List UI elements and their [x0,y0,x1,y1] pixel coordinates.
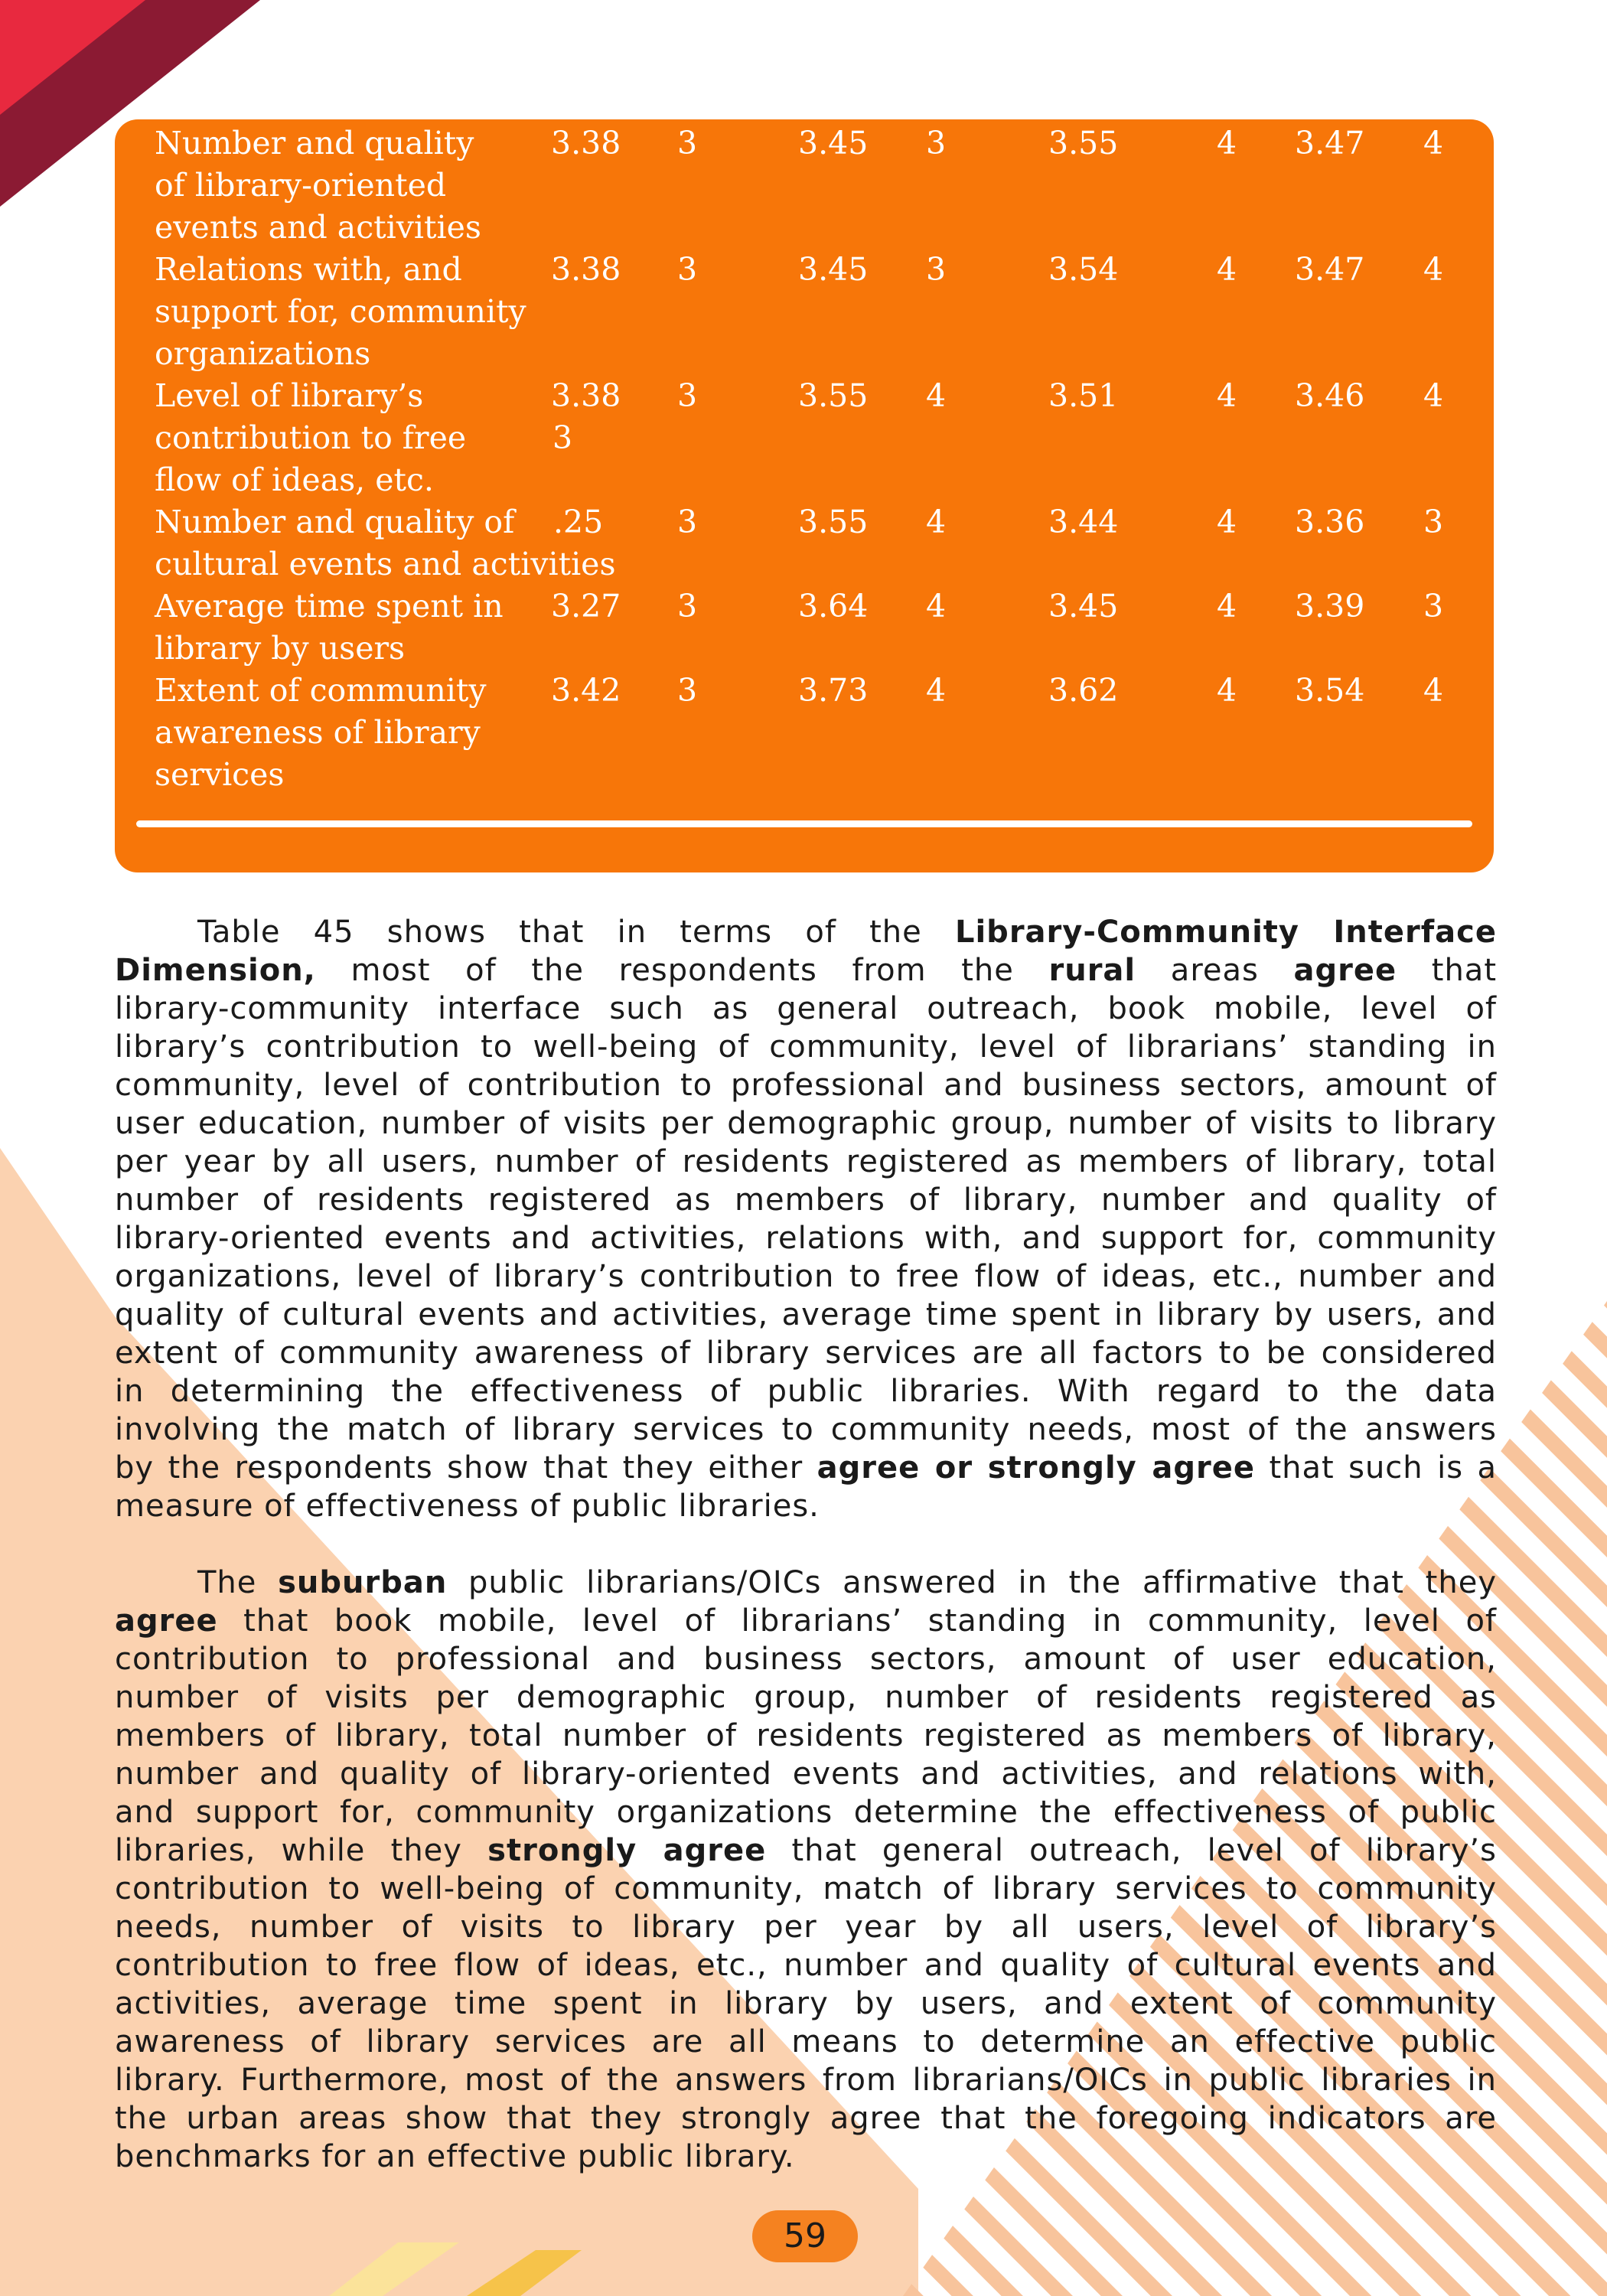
text-line: measure of effectiveness of public libraries. [115,1489,820,1524]
text-line: number of visits per demographic group, number of residents registered as [115,1680,1497,1715]
table-cell: 3 [677,588,698,625]
table-cell-extra: 3 [553,419,573,456]
label-line: services [155,756,285,793]
label-line: awareness of library [155,714,481,751]
table-bottom-rule [136,820,1472,827]
table-cell: 3 [677,504,698,540]
table-cell: 3.73 [798,672,869,709]
text-line: library-oriented events and activities, relations with, and support for, community [115,1221,1497,1256]
text-line: in determining the effectiveness of public libraries. With regard to the data [115,1374,1497,1409]
text-line: and support for, community organizations determine the effectiveness of public [115,1795,1497,1830]
label-line: Relations with, and [155,251,462,288]
label-line: Level of library’s [155,377,424,414]
text-line: library-community interface such as general outreach, book mobile, level of [115,991,1497,1026]
table-cell: 3.42 [551,672,621,709]
text-line: members of library, total number of residents registered as members of library, [115,1718,1497,1753]
table-cell: 3 [677,672,698,709]
text-line: library’s contribution to well-being of community, level of librarians’ standing in [115,1029,1497,1065]
table-cell: 3.62 [1048,672,1119,709]
text-line: contribution to professional and business sectors, amount of user education, [115,1642,1497,1677]
table-cell: 3.45 [798,125,869,161]
label-line: Number and quality of [155,504,515,540]
text-line: contribution to well-being of community, match of library services to community [115,1871,1497,1906]
label-line: events and activities [155,209,481,246]
table-cell: 3.47 [1295,125,1365,161]
label-line: cultural events and activities [155,546,616,582]
table-cell: 3 [677,125,698,161]
table-cell: 3 [677,377,698,414]
table-cell: 4 [926,588,947,625]
table-cell: 3.55 [798,504,869,540]
table-cell: 3.55 [1048,125,1119,161]
page-number: 59 [752,2210,858,2262]
table-cell: 3.44 [1048,504,1119,540]
label-line: Number and quality [155,125,474,161]
table-cell: 4 [1217,588,1237,625]
row-label [155,670,537,796]
table-cell: 3.47 [1295,251,1365,288]
text-line: The suburban public librarians/OICs answered in the affirmative that they [197,1565,1497,1600]
table-cell: 4 [1423,251,1444,288]
table-cell: 4 [926,672,947,709]
table-cell: 3.38 [551,251,621,288]
table-cell: 3.46 [1295,377,1365,414]
table-cell: 3.39 [1295,588,1365,625]
label-line: contribution to free [155,419,467,456]
table-cell: 3 [1423,588,1444,625]
label-line: support for, community [155,293,526,330]
table-cell: .25 [553,504,604,540]
text-line: community, level of contribution to professional and business sectors, amount of [115,1068,1497,1103]
bold-text: strongly agree [487,1833,767,1868]
text-line: libraries, while they strongly agree that general outreach, level of library’s [115,1833,1497,1868]
text-line: agree that book mobile, level of librarians’ standing in community, level of [115,1603,1497,1639]
label-line: library by users [155,630,406,667]
table-cell: 4 [1423,125,1444,161]
table-cell: 3.64 [798,588,869,625]
label-line: Average time spent in [155,588,504,625]
table-cell: 4 [1217,504,1237,540]
text-line: Table 45 shows that in terms of the Library-Community Interface [197,915,1497,950]
table-cell: 3.45 [798,251,869,288]
table-cell: 4 [926,377,947,414]
table-cell: 4 [1217,377,1237,414]
row-label [155,249,537,375]
label-line: organizations [155,335,371,372]
text-line: contribution to free flow of ideas, etc., number and quality of cultural events and [115,1948,1497,1983]
bold-text: Library-Community Interface [954,915,1497,950]
text-line: library. Furthermore, most of the answers from librarians/OICs in public libraries in [115,2063,1497,2098]
bold-text: agree [115,1603,218,1639]
row-label [155,585,537,670]
table-cell: 3 [677,251,698,288]
table-cell: 3.54 [1048,251,1119,288]
bold-text: agree [1293,953,1397,988]
table-card [115,119,1494,872]
table-cell: 3.36 [1295,504,1365,540]
table-cell: 4 [926,504,947,540]
table-cell: 4 [1217,125,1237,161]
bold-text: agree or strongly agree [817,1450,1256,1486]
table-cell: 4 [1423,672,1444,709]
text-line: the urban areas show that they strongly agree that the foregoing indicators are [115,2101,1497,2136]
table-cell: 3 [1423,504,1444,540]
text-line: benchmarks for an effective public library. [115,2139,795,2174]
paragraph-suburban-urban [115,1564,1497,2176]
text-line: extent of community awareness of library services are all factors to be considered [115,1336,1497,1371]
label-line: Extent of community [155,672,487,709]
text-line: needs, number of visits to library per year by all users, level of library’s [115,1910,1497,1945]
row-label [155,122,537,249]
text-line: number of residents registered as members of library, number and quality of [115,1182,1497,1218]
table-cell: 3.27 [551,588,621,625]
text-line: quality of cultural events and activities, average time spent in library by users, and [115,1297,1497,1332]
bold-text: rural [1048,953,1136,988]
text-line: awareness of library services are all means to determine an effective public [115,2024,1497,2060]
table-cell: 3.38 [551,125,621,161]
text-line: organizations, level of library’s contribution to free flow of ideas, etc., number and [115,1259,1497,1294]
label-line: flow of ideas, etc. [155,461,434,498]
table-cell: 4 [1217,251,1237,288]
table-cell: 3.45 [1048,588,1119,625]
label-line: of library-oriented [155,167,447,204]
text-line: by the respondents show that they either agree or strongly agree that such is a [115,1450,1497,1486]
table-cell: 3 [926,125,947,161]
table-cell: 3.54 [1295,672,1365,709]
table-cell: 4 [1423,377,1444,414]
table-cell: 3 [926,251,947,288]
text-line: Dimension, most of the respondents from the rural areas agree that [115,953,1497,988]
text-line: per year by all users, number of residents registered as members of library, total [115,1144,1497,1179]
paragraph-table-45-rural [115,913,1497,1525]
text-line: involving the match of library services to community needs, most of the answers [115,1412,1497,1447]
text-line: user education, number of visits per demographic group, number of visits to library [115,1106,1497,1141]
table-cell: 4 [1217,672,1237,709]
bold-text: suburban [278,1565,448,1600]
table-cell: 3.55 [798,377,869,414]
text-line: activities, average time spent in library by users, and extent of community [115,1986,1497,2021]
bold-text: Dimension, [115,953,316,988]
table-cell: 3.51 [1048,377,1119,414]
text-line: number and quality of library-oriented events and activities, and relations with, [115,1756,1497,1792]
table-cell: 3.38 [551,377,621,414]
row-label [155,375,537,501]
